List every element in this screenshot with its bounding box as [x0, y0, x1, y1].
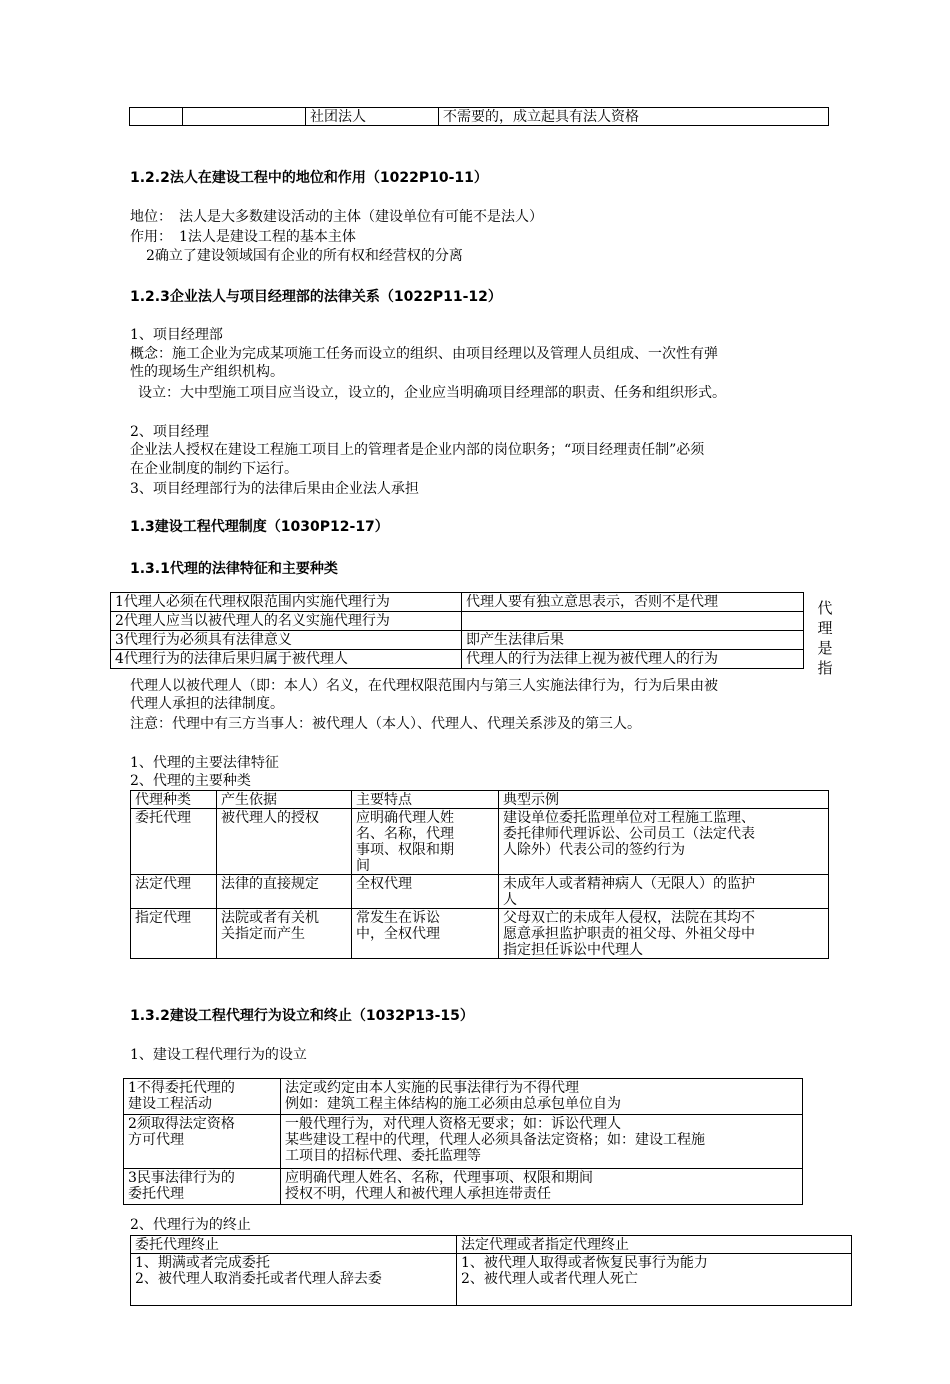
- table-cell: 代理人的行为法律上视为被代理人的行为: [462, 650, 804, 669]
- table-cell: [457, 1254, 852, 1306]
- cell-line: 2、被代理人取消委托或者代理人辞去委: [135, 1271, 382, 1287]
- list-item: 1、建设工程代理行为的设立: [130, 1047, 307, 1063]
- cell-line: 愿意承担监护职责的祖父母、外祖父母中: [503, 926, 755, 942]
- table-cell: [352, 909, 499, 959]
- section-heading-1-3-2: 1.3.2建设工程代理行为设立和终止（1032P13-15）: [130, 1008, 474, 1024]
- section-heading-1-3: 1.3建设工程代理制度（1030P12-17）: [130, 519, 389, 535]
- pm-line-2: 在企业制度的制约下运行。: [130, 461, 298, 477]
- table-cell: [352, 809, 499, 875]
- cell-line: 建设工程活动: [128, 1096, 212, 1112]
- table-row: [131, 809, 829, 875]
- table-cell: 委托代理: [131, 809, 217, 875]
- agency-types-table: [130, 790, 829, 959]
- features-table: [110, 592, 804, 669]
- cell-line: 未成年人或者精神病人（无限人）的监护: [503, 876, 755, 892]
- table-header-cell: 产生依据: [217, 791, 352, 809]
- cell-line: 应明确代理人姓: [356, 810, 454, 826]
- table-cell: [130, 108, 183, 126]
- cell-line: 1不得委托代理的: [128, 1080, 235, 1096]
- table-row: [124, 1079, 803, 1115]
- table-row: [131, 791, 829, 809]
- list-item: 2、代理的主要种类: [130, 773, 251, 789]
- cell-line: 间: [356, 858, 370, 874]
- table-cell: 指定代理: [131, 909, 217, 959]
- table-cell: [124, 1169, 281, 1205]
- cell-line: 3民事法律行为的: [128, 1170, 235, 1186]
- table-cell: 法定代理: [131, 875, 217, 909]
- table-row: [131, 1236, 852, 1254]
- side-vertical-text: [816, 598, 834, 678]
- cell-line: 法院或者有关机: [221, 910, 319, 926]
- list-item: 2、代理行为的终止: [130, 1217, 251, 1233]
- list-item: 3、项目经理部行为的法律后果由企业法人承担: [130, 481, 419, 497]
- definition-line-2: 代理人承担的法律制度。: [130, 696, 284, 712]
- cell-line: 1、期满或者完成委托: [135, 1255, 270, 1271]
- cell-line: 例如：建筑工程主体结构的施工必须由总承包单位自为: [285, 1096, 621, 1112]
- cell-line: 1、被代理人取得或者恢复民事行为能力: [461, 1255, 708, 1271]
- table-cell: 4代理行为的法律后果归属于被代理人: [111, 650, 462, 669]
- table-row: [131, 875, 829, 909]
- cell-line: 事项、权限和期: [356, 842, 454, 858]
- list-item: 2、项目经理: [130, 424, 209, 440]
- position-text: 地位： 法人是大多数建设活动的主体（建设单位有可能不是法人）: [130, 209, 543, 225]
- table-cell: 代理人要有独立意思表示，否则不是代理: [462, 593, 804, 612]
- concept-line-1: 概念：施工企业为完成某项施工任务而设立的组织、由项目经理以及管理人员组成、一次性有弹: [130, 346, 718, 362]
- section-heading-1-2-3: 1.2.3企业法人与项目经理部的法律关系（1022P11-12）: [130, 289, 502, 305]
- table-cell: 全权代理: [352, 875, 499, 909]
- cell-line: 某些建设工程中的代理，代理人必须具备法定资格；如：建设工程施: [285, 1132, 705, 1148]
- table-cell: [499, 809, 829, 875]
- section-heading-1-3-1: 1.3.1代理的法律特征和主要种类: [130, 561, 338, 577]
- table-header-cell: 代理种类: [131, 791, 217, 809]
- table-header-cell: 主要特点: [352, 791, 499, 809]
- table-header-cell: 法定代理或者指定代理终止: [457, 1236, 852, 1254]
- definition-line-1: 代理人以被代理人（即：本人）名义，在代理权限范围内与第三人实施法律行为，行为后果由被: [130, 678, 718, 694]
- table-row: [131, 909, 829, 959]
- cell-line: 委托代理: [128, 1186, 184, 1202]
- cell-line: 2须取得法定资格: [128, 1116, 235, 1132]
- table-row: [111, 612, 804, 631]
- table-row: [131, 1254, 852, 1306]
- table-cell: 不需要的，成立起具有法人资格: [439, 108, 829, 126]
- cell-line: 人: [503, 892, 517, 908]
- cell-line: 关指定而产生: [221, 926, 305, 942]
- table-cell: [217, 909, 352, 959]
- termination-table: [130, 1235, 852, 1306]
- table-cell: 社团法人: [306, 108, 439, 126]
- cell-line: 指定担任诉讼中代理人: [503, 942, 643, 958]
- cell-line: 中，全权代理: [356, 926, 440, 942]
- table-row: [111, 593, 804, 612]
- table-cell: [281, 1079, 803, 1115]
- table-row: [111, 631, 804, 650]
- table-cell: 2代理人应当以被代理人的名义实施代理行为: [111, 612, 462, 631]
- cell-line: 常发生在诉讼: [356, 910, 440, 926]
- table-cell: [499, 909, 829, 959]
- table-cell: [131, 1254, 457, 1306]
- table-row: [124, 1169, 803, 1205]
- side-char: 代: [817, 599, 833, 617]
- table-header-cell: 典型示例: [499, 791, 829, 809]
- cell-line: 父母双亡的未成年人侵权，法院在其均不: [503, 910, 755, 926]
- table-cell: [183, 108, 306, 126]
- table-cell: 被代理人的授权: [217, 809, 352, 875]
- role-text-2: 2确立了建设领域国有企业的所有权和经营权的分离: [146, 248, 463, 264]
- side-char: 是: [817, 639, 833, 657]
- table-row: [124, 1115, 803, 1169]
- role-text-1: 作用： 1法人是建设工程的基本主体: [130, 229, 356, 245]
- table-cell: [499, 875, 829, 909]
- list-item: 1、代理的主要法律特征: [130, 755, 279, 771]
- table-cell: [124, 1079, 281, 1115]
- cell-line: 法定或约定由本人实施的民事法律行为不得代理: [285, 1080, 579, 1096]
- cell-line: 应明确代理人姓名、名称，代理事项、权限和期间: [285, 1170, 593, 1186]
- setup-table: [123, 1078, 803, 1205]
- table-cell: 3代理行为必须具有法律意义: [111, 631, 462, 650]
- table-cell: 法律的直接规定: [217, 875, 352, 909]
- note-text: 注意：代理中有三方当事人：被代理人（本人）、代理人、代理关系涉及的第三人。: [130, 716, 641, 732]
- table-cell: [281, 1169, 803, 1205]
- cell-line: 人除外）代表公司的签约行为: [503, 842, 685, 858]
- table-cell: [124, 1115, 281, 1169]
- cell-line: 委托律师代理诉讼、公司员工（法定代表: [503, 826, 755, 842]
- list-item: 1、项目经理部: [130, 327, 223, 343]
- table-row: [111, 650, 804, 669]
- table-cell: [281, 1115, 803, 1169]
- setup-text: 设立：大中型施工项目应当设立，设立的，企业应当明确项目经理部的职责、任务和组织形式。: [138, 385, 726, 401]
- top-table: [129, 107, 829, 126]
- cell-line: 方可代理: [128, 1132, 184, 1148]
- cell-line: 名、名称，代理: [356, 826, 454, 842]
- table-header-cell: 委托代理终止: [131, 1236, 457, 1254]
- cell-line: 建设单位委托监理单位对工程施工监理、: [503, 810, 755, 826]
- table-row: [130, 108, 829, 126]
- cell-line: 工项目的招标代理、委托监理等: [285, 1148, 481, 1164]
- pm-line-1: 企业法人授权在建设工程施工项目上的管理者是企业内部的岗位职务；“项目经理责任制”必须: [130, 442, 705, 458]
- side-char: 理: [817, 619, 833, 637]
- table-cell: [462, 612, 804, 631]
- side-char: 指: [817, 659, 833, 677]
- cell-line: 2、被代理人或者代理人死亡: [461, 1271, 638, 1287]
- table-cell: 即产生法律后果: [462, 631, 804, 650]
- cell-line: 一般代理行为，对代理人资格无要求；如：诉讼代理人: [285, 1116, 621, 1132]
- table-cell: 1代理人必须在代理权限范围内实施代理行为: [111, 593, 462, 612]
- concept-line-2: 性的现场生产组织机构。: [130, 364, 284, 380]
- cell-line: 授权不明，代理人和被代理人承担连带责任: [285, 1186, 551, 1202]
- section-heading-1-2-2: 1.2.2法人在建设工程中的地位和作用（1022P10-11）: [130, 170, 488, 186]
